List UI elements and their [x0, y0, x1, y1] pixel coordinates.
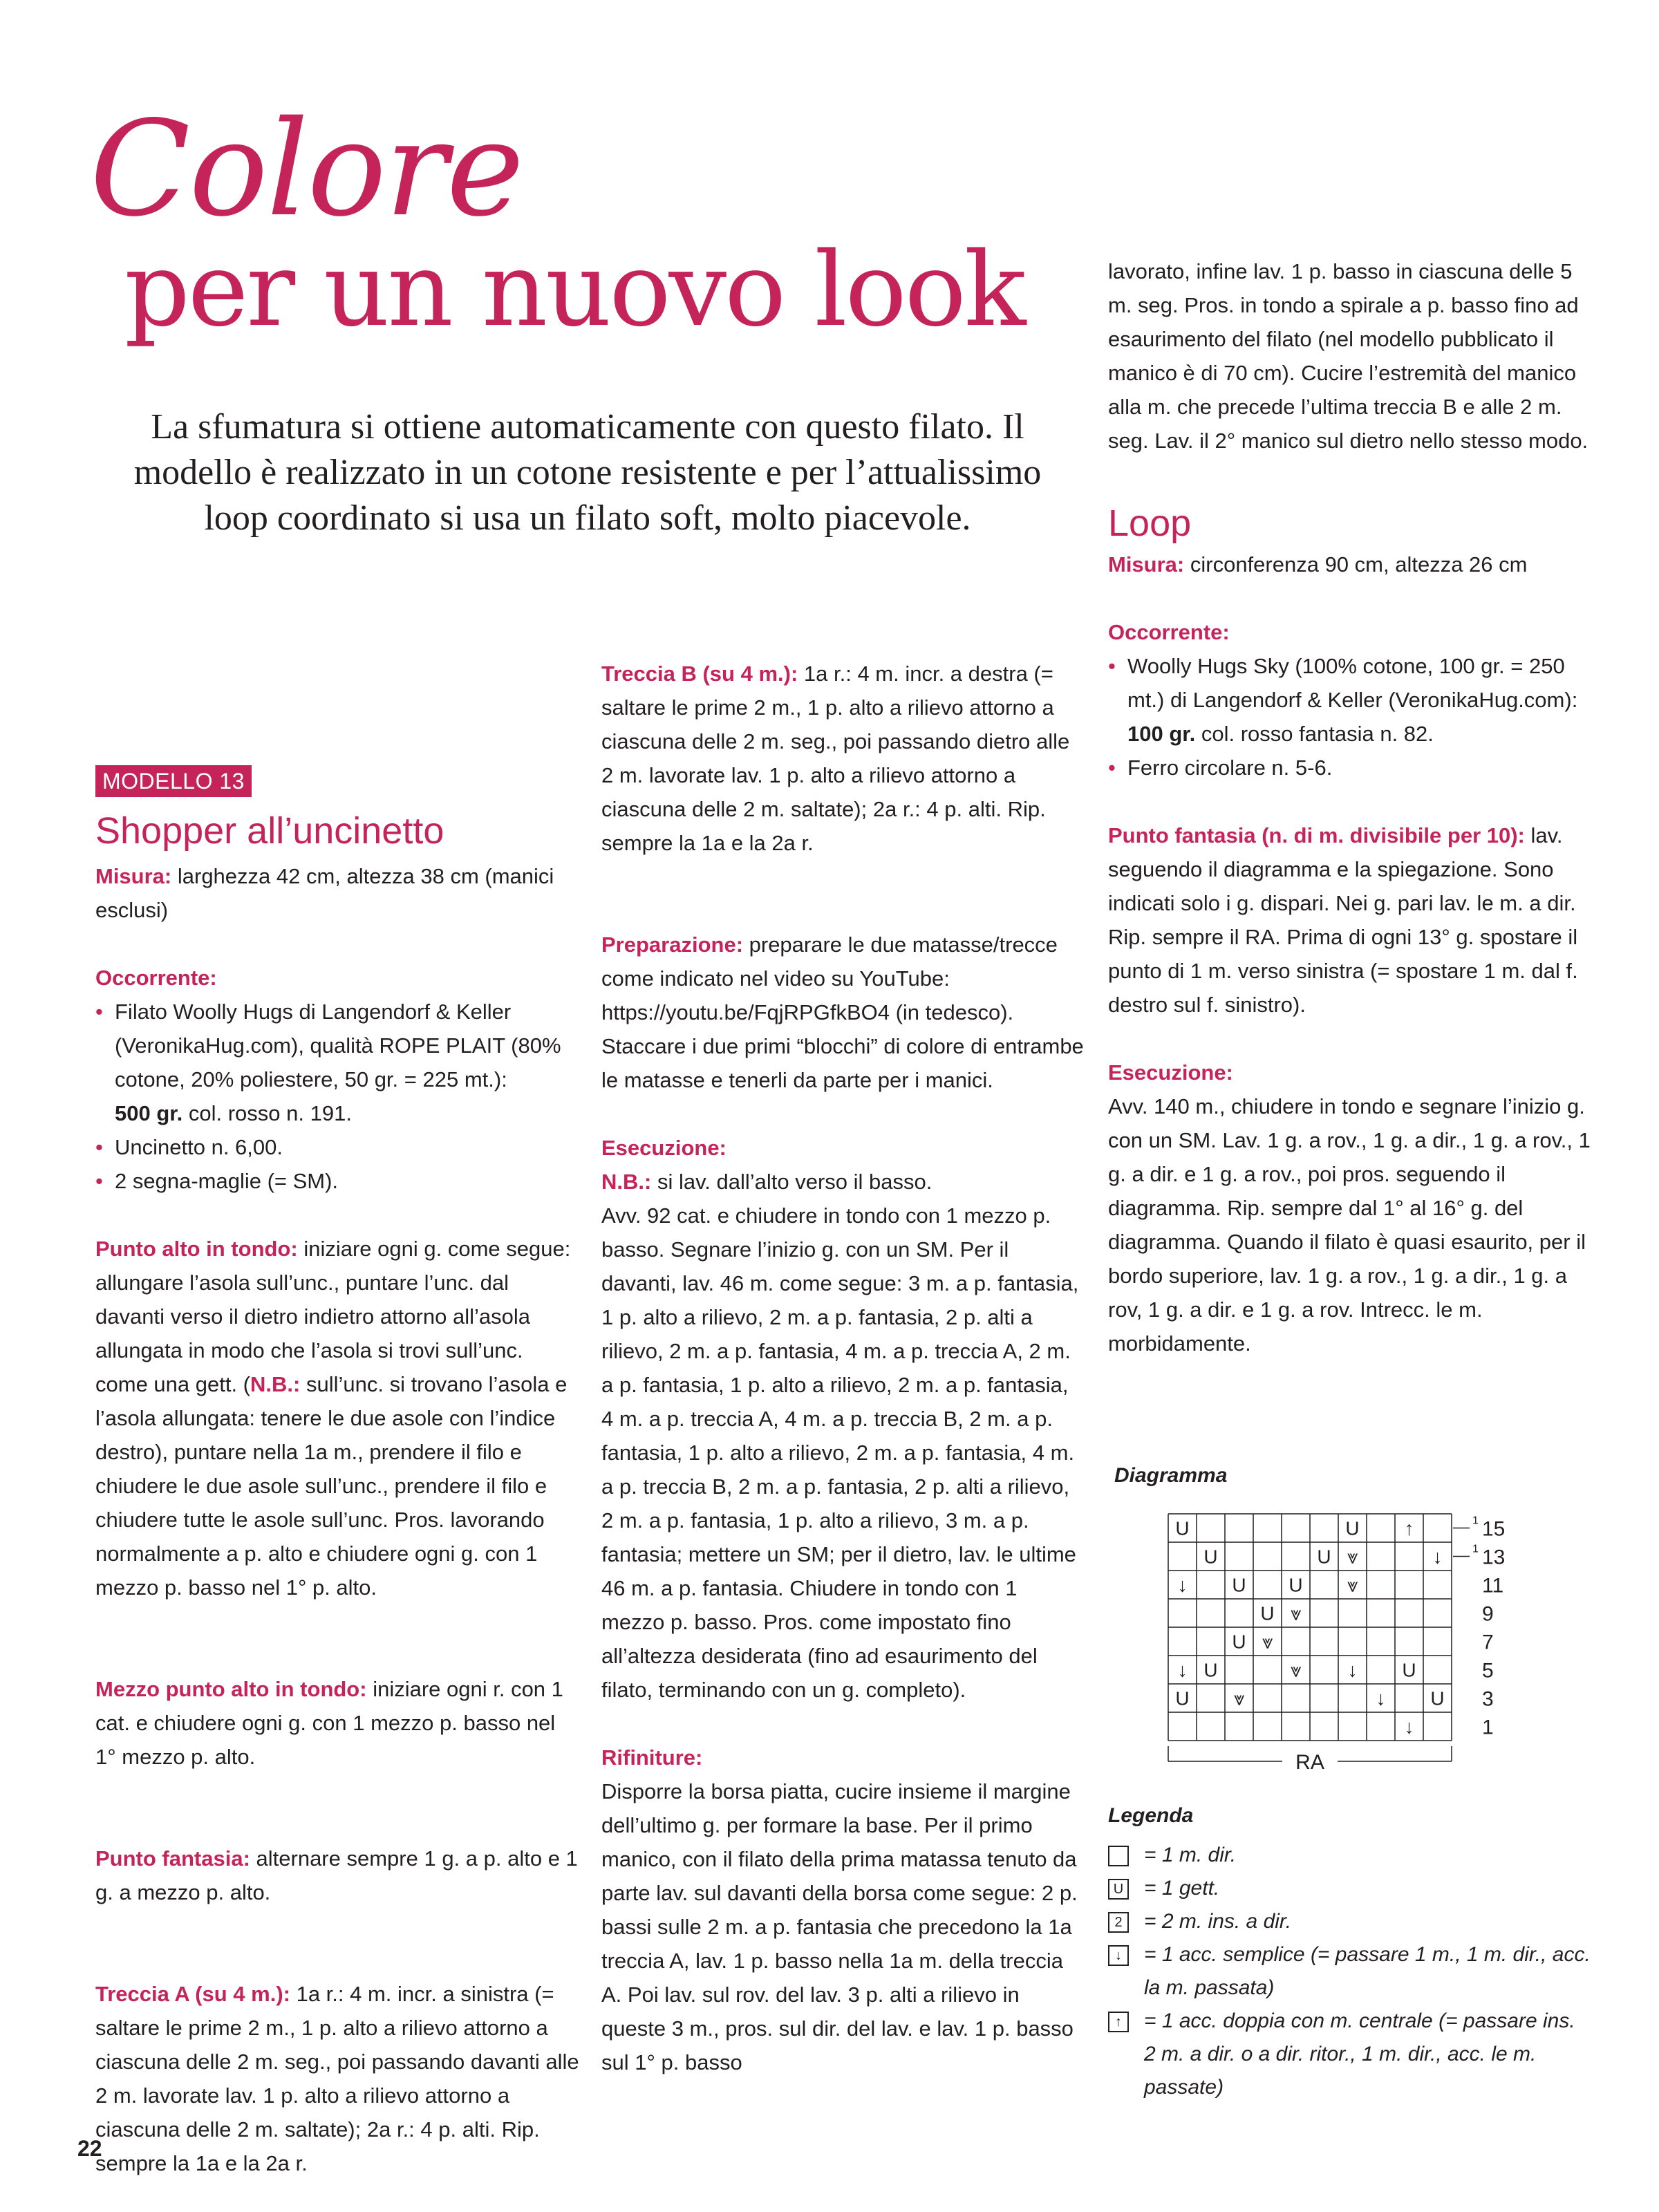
yarn-over-symbol: U — [1232, 1574, 1246, 1596]
knit-two-together-symbol: ⩔ — [1233, 1687, 1245, 1709]
model-badge: MODELLO 13 — [95, 765, 252, 797]
yarn-over-symbol: U — [1232, 1631, 1246, 1653]
section-text: alternare sempre 1 g. a p. alto e 1 g. a mezzo p. alto. — [95, 1846, 578, 1904]
down-arrow-icon: ↓ — [1177, 1659, 1188, 1681]
page-title: per un nuovo look — [124, 230, 1024, 349]
row-number: 5 — [1482, 1659, 1494, 1683]
esecuzione-label: Esecuzione: — [601, 1136, 727, 1160]
legend — [1108, 1839, 1592, 2104]
repeat-marker-label: 1 — [1472, 1515, 1479, 1527]
loop-misura-paragraph — [1108, 547, 1592, 581]
down-arrow-icon: ↓ — [1177, 1574, 1188, 1596]
misura-text: larghezza 42 cm, altezza 38 cm (manici esclusi) — [95, 864, 554, 922]
down-arrow-icon: ↓ — [1347, 1659, 1358, 1681]
list-item-text: col. rosso fantasia n. 82. — [1195, 722, 1434, 746]
legend-item — [1108, 1872, 1592, 1905]
punto-fantasia-paragraph — [95, 1841, 579, 1909]
row-number: 13 — [1482, 1546, 1506, 1569]
rifiniture-label: Rifiniture: — [601, 1745, 703, 1770]
section-label: Punto fantasia (n. di m. divisibile per 10): — [1108, 823, 1525, 847]
legend-title: Legenda — [1108, 1804, 1194, 1827]
occorrente-label: Occorrente: — [95, 966, 217, 990]
legend-item — [1108, 1905, 1592, 1938]
yarn-over-symbol: U — [1175, 1517, 1190, 1539]
section-text: sull’unc. si trovano l’asola e l’asola allungata: tenere le due asole con l’indice destro), puntare nella 1a m., prendere il filo e chiudere le due asole sull’unc., prendere il filo e chiudere tutte le asole sull’unc. Pros. lavorando normalmente a p. alto e chiudere ogni g. con 1 mezzo p. basso nel 1° p. alto. — [95, 1372, 568, 1600]
legend-item — [1108, 1938, 1592, 2005]
section-label: Punto fantasia: — [95, 1846, 250, 1871]
model-title: Shopper all’uncinetto — [95, 810, 444, 852]
occorrente-label: Occorrente: — [1108, 620, 1230, 644]
yarn-over-symbol: U — [1345, 1517, 1360, 1539]
treccia-b-paragraph — [601, 657, 1085, 860]
list-item: • Uncinetto n. 6,00. — [95, 1130, 579, 1164]
title-script: Colore — [90, 93, 523, 245]
legend-text: = 2 m. ins. a dir. — [1144, 1910, 1292, 1933]
misura-paragraph — [95, 859, 579, 927]
yarn-over-symbol: U — [1288, 1574, 1303, 1596]
occorrente-list — [1108, 649, 1592, 785]
row-number: 1 — [1482, 1716, 1494, 1739]
preparazione-paragraph — [601, 928, 1085, 1097]
punto-alto-paragraph — [95, 1232, 579, 1604]
empty-square-icon — [1108, 1846, 1129, 1866]
section-label: Mezzo punto alto in tondo: — [95, 1677, 367, 1701]
misura-label: Misura: — [95, 864, 172, 888]
row-number: 3 — [1482, 1687, 1494, 1711]
yarn-over-symbol: U — [1175, 1687, 1190, 1709]
section-text: iniziare ogni r. con 1 cat. e chiudere ogni g. con 1 mezzo p. basso nel 1° mezzo p. alto. — [95, 1677, 563, 1769]
yarn-over-symbol: U — [1203, 1546, 1218, 1568]
repeat-marker-label: 1 — [1472, 1543, 1479, 1555]
knit-two-together-symbol: ⩔ — [1347, 1546, 1358, 1568]
mezzo-punto-paragraph — [95, 1672, 579, 1774]
esecuzione-text: Avv. 92 cat. e chiudere in tondo con 1 mezzo p. basso. Segnare l’inizio g. con un SM. Per il davanti, lav. 46 m. come segue: 3 m. a p. fantasia, 1 p. alto a rilievo, 2 m. a p. fantasia, 2 p. alti a rilievo, 2 m. a p. fantasia, 4 m. a p. treccia A, 2 m. a p. fantasia, 1 p. alto a rilievo, 2 m. a p. fantasia, 4 m. a p. treccia A, 4 m. a p. treccia B, 2 m. a p. fantasia, 1 p. alto a rilievo, 2 m. a p. fantasia, 4 m. a p. treccia B, 2 m. a p. fantasia, 2 p. alti a rilievo, 2 m. a p. fantasia, 1 p. alto a rilievo, 3 m. a p. fantasia; mettere un SM; per il dietro, lav. le ultime 46 m. a p. fantasia. Chiudere in tondo con 1 mezzo p. basso. Pros. come impostato fino all’altezza desiderata (fino ad esaurimento del filato, terminando con un g. completo). — [601, 1203, 1079, 1702]
section-text: 1a r.: 4 m. incr. a destra (= saltare le prime 2 m., 1 p. alto a rilievo attorno a ciascuna delle 2 m. seg., poi passando dietro alle 2 m. lavorate lav. 1 p. alto a rilievo attorno a ciascuna delle 2 m. saltate); 2a r.: 4 p. alti. Rip. sempre la 1a e la 2a r. — [601, 662, 1070, 855]
continuation-text: lavorato, infine lav. 1 p. basso in ciascuna delle 5 m. seg. Pros. in tondo a spirale a p. basso fino ad esaurimento del filato (nel modello pubblicato il manico è di 70 cm). Cucire l’estremità del manico alla m. che precede l’ultima treccia B e alle 2 m. seg. Lav. il 2° manico sul dietro nello stesso modo. — [1108, 259, 1588, 453]
knit-two-together-icon: 2 — [1108, 1912, 1129, 1933]
list-item — [95, 995, 579, 1130]
legend-text: = 1 gett. — [1144, 1877, 1220, 1900]
knit-two-together-symbol: ⩔ — [1262, 1631, 1273, 1653]
knitting-diagram — [1147, 1507, 1562, 1797]
section-label: Treccia B (su 4 m.): — [601, 662, 798, 686]
intro-text: La sfumatura si ottiene automaticamente con questo filato. Il modello è realizzato in un cotone resistente e per l’attualissimo loop coordinato si usa un filato soft, molto piacevole. — [133, 407, 1042, 538]
column-left — [95, 765, 579, 2180]
row-number: 15 — [1482, 1517, 1506, 1541]
treccia-a-paragraph — [95, 1977, 579, 2180]
legend-text: = 1 acc. semplice (= passare 1 m., 1 m. dir., acc. la m. passata) — [1144, 1943, 1591, 1999]
list-item: • 2 segna-maglie (= SM). — [95, 1164, 579, 1198]
loop-punto-fantasia-paragraph — [1108, 818, 1592, 1022]
yarn-over-symbol: U — [1203, 1659, 1218, 1681]
list-item-text: col. rosso n. 191. — [182, 1101, 352, 1125]
section-text: iniziare ogni g. come segue: allungare l’asola sull’unc., puntare l’unc. dal davanti verso il dietro indietro attorno all’asola allungata in modo che l’asola si trovi sull’unc. come una gett. ( — [95, 1237, 571, 1396]
list-item-text: Woolly Hugs Sky (100% cotone, 100 gr. = 250 mt.) di Langendorf & Keller (VeronikaHug.com): — [1127, 654, 1578, 712]
up-arrow-icon: ↑ — [1108, 2012, 1129, 2032]
section-text: lav. seguendo il diagramma e la spiegazione. Sono indicati solo i g. dispari. Nei g. pari lav. le m. a dir. Rip. sempre il RA. Prima di ogni 13° g. spostare il punto di 1 m. verso sinistra (= spostare 1 m. dal f. destro sul f. sinistro). — [1108, 823, 1578, 1017]
legend-item — [1108, 1839, 1592, 1872]
section-label: Punto alto in tondo: — [95, 1237, 298, 1261]
yarn-over-symbol: U — [1317, 1546, 1331, 1568]
legend-text: = 1 acc. doppia con m. centrale (= passare ins. 2 m. a dir. o a dir. ritor., 1 m. dir., acc. le m. passate) — [1144, 2009, 1575, 2099]
loop-title: Loop — [1108, 503, 1192, 544]
section-text: preparare le due matasse/trecce come indicato nel video su YouTube: https://youtu.be/FqjRPGfkBO4 (in tedesco). Staccare i due primi “blocchi” di colore di entrambe le matasse e tenerli da parte per i manici. — [601, 932, 1084, 1092]
list-item-amount: 500 gr. — [115, 1101, 183, 1125]
row-number: 7 — [1482, 1631, 1494, 1654]
yarn-over-icon: U — [1108, 1879, 1129, 1900]
yarn-over-symbol: U — [1402, 1659, 1416, 1681]
up-arrow-icon: ↑ — [1404, 1517, 1414, 1539]
list-item — [1108, 649, 1592, 751]
nb-label: N.B.: — [250, 1372, 301, 1396]
legend-text: = 1 m. dir. — [1144, 1844, 1237, 1866]
yarn-over-symbol: U — [1260, 1602, 1275, 1624]
page-number: 22 — [77, 2136, 102, 2161]
section-label: Treccia A (su 4 m.): — [95, 1982, 290, 2006]
occorrente-list — [95, 995, 579, 1198]
diagram-title: Diagramma — [1114, 1464, 1228, 1487]
nb-label: N.B.: — [601, 1170, 652, 1194]
row-number: 11 — [1482, 1574, 1504, 1597]
loop-esecuzione-text: Avv. 140 m., chiudere in tondo e segnare l’inizio g. con un SM. Lav. 1 g. a rov., 1 g. a dir., 1 g. a rov., 1 g. a dir. e 1 g. a rov., poi pros. seguendo il diagramma. Rip. sempre dal 1° al 16° g. del diagramma. Quando il filato è quasi esaurito, per il bordo superiore, lav. 1 g. a rov., 1 g. a dir., 1 g. a rov, 1 g. a dir. e 1 g. a rov. Intrecc. le m. morbidamente. — [1108, 1094, 1591, 1356]
list-item-amount: 100 gr. — [1127, 722, 1196, 746]
list-item: • Ferro circolare n. 5-6. — [1108, 751, 1592, 785]
knit-two-together-symbol: ⩔ — [1290, 1602, 1302, 1624]
knit-two-together-symbol: ⩔ — [1290, 1659, 1302, 1681]
section-text: 1a r.: 4 m. incr. a sinistra (= saltare le prime 2 m., 1 p. alto a rilievo attorno a ciascuna delle 2 m. seg., poi passando davanti alle 2 m. lavorate lav. 1 p. alto a rilievo attorno a ciascuna delle 2 m. saltate); 2a r.: 4 p. alti. Rip. sempre la 1a e la 2a r. — [95, 1982, 579, 2175]
knit-two-together-symbol: ⩔ — [1347, 1574, 1358, 1596]
nb-paragraph — [601, 1165, 1085, 1199]
down-arrow-icon: ↓ — [1108, 1945, 1129, 1966]
misura-label: Misura: — [1108, 552, 1185, 577]
row-number: 9 — [1482, 1602, 1494, 1626]
legend-item — [1108, 2005, 1592, 2104]
yarn-over-symbol: U — [1430, 1687, 1445, 1709]
repeat-label: RA — [1295, 1751, 1324, 1774]
down-arrow-icon: ↓ — [1376, 1687, 1386, 1709]
section-label: Preparazione: — [601, 932, 744, 957]
column-middle — [601, 657, 1085, 2079]
down-arrow-icon: ↓ — [1404, 1716, 1414, 1738]
down-arrow-icon: ↓ — [1432, 1546, 1443, 1568]
rifiniture-text: Disporre la borsa piatta, cucire insieme il margine dell’ultimo g. per formare la base. Per il primo manico, con il filato della prima matassa tenuto da parte lav. sul davanti della borsa come segue: 2 p. bassi sulle 2 m. a p. fantasia che precedono la 1a treccia A, lav. 1 p. basso nella 1a m. della treccia A. Poi lav. sul rov. del lav. 3 p. alti a rilievo in queste 3 m., pros. sul dir. del lav. e lav. 1 p. basso sul 1° p. basso — [601, 1779, 1078, 2074]
section-text: si lav. dall’alto verso il basso. — [651, 1170, 932, 1194]
misura-text: circonferenza 90 cm, altezza 26 cm — [1184, 552, 1528, 577]
column-right — [1108, 254, 1592, 1360]
list-item-text: Filato Woolly Hugs di Langendorf & Keller (VeronikaHug.com), qualità ROPE PLAIT (80% cotone, 20% poliestere, 50 gr. = 225 mt.): — [115, 1000, 561, 1091]
esecuzione-label: Esecuzione: — [1108, 1060, 1233, 1085]
